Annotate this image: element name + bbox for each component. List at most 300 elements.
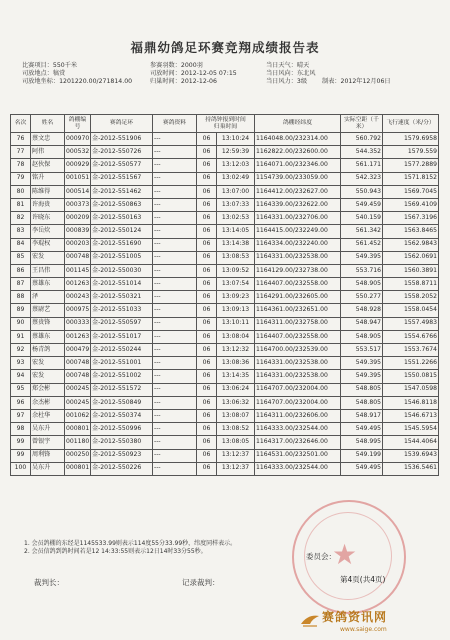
col-clock-arrival <box>197 115 255 133</box>
table-row <box>11 357 439 370</box>
table-cell: --- <box>153 238 197 251</box>
table-cell: 余杜华 <box>31 409 65 422</box>
table-cell: 金-2012-551002 <box>91 370 153 383</box>
table-cell: 06 <box>197 291 217 304</box>
table-cell: 余杰彬 <box>31 396 65 409</box>
table-cell: 13:09:13 <box>217 304 255 317</box>
table-cell: 1579.6958 <box>383 133 439 146</box>
table-cell: 544.352 <box>341 146 383 159</box>
table-cell: 13:14:35 <box>217 370 255 383</box>
table-cell: 549.199 <box>341 449 383 462</box>
table-row <box>11 133 439 146</box>
table-cell: 06 <box>197 409 217 422</box>
table-cell: --- <box>153 436 197 449</box>
table-cell: 06 <box>197 146 217 159</box>
table-cell: 1164707.00/232004.00 <box>255 396 341 409</box>
table-cell: 1546.8118 <box>383 396 439 409</box>
table-cell: 000250 <box>65 449 91 462</box>
table-cell: 1539.6943 <box>383 449 439 462</box>
table-cell: 000748 <box>65 370 91 383</box>
table-cell: --- <box>153 185 197 198</box>
table-cell: 06 <box>197 423 217 436</box>
table-cell: 553.716 <box>341 264 383 277</box>
release-coords: 司放地坐标：1201220.00/271814.00 <box>22 78 133 85</box>
table-cell: --- <box>153 304 197 317</box>
table-row <box>11 449 439 462</box>
col-coords: 鸽棚经纬度 <box>255 115 341 133</box>
table-cell: --- <box>153 330 197 343</box>
table-cell: 1164291.00/232605.00 <box>255 291 341 304</box>
col-speed: 飞行速度（米/分） <box>383 115 439 133</box>
table-cell: 84 <box>11 238 31 251</box>
table-cell: 13:08:52 <box>217 423 255 436</box>
table-cell: 许晓东 <box>31 212 65 225</box>
table-cell: --- <box>153 462 197 475</box>
footer-note-2: 2. 会员信鸽到鸽时间若是12 14:33:55则表示12日14时33分55秒。 <box>24 548 207 555</box>
table-cell: 001062 <box>65 409 91 422</box>
recorder-signature: 记录裁判： <box>182 578 220 587</box>
table-cell: 阿伟 <box>31 146 65 159</box>
col-arrival-label: 归巢时间 <box>213 123 238 130</box>
table-cell: 549.395 <box>341 251 383 264</box>
table-cell: 06 <box>197 251 217 264</box>
table-cell: --- <box>153 344 197 357</box>
table-cell: 1544.4064 <box>383 436 439 449</box>
table-row <box>11 159 439 172</box>
table-cell: 13:02:49 <box>217 172 255 185</box>
table-cell: 宏发 <box>31 251 65 264</box>
table-cell: 550.943 <box>341 185 383 198</box>
table-cell: 13:06:32 <box>217 396 255 409</box>
table-cell: 蔡文忠 <box>31 133 65 146</box>
table-cell: 93 <box>11 357 31 370</box>
table-cell: 548.905 <box>341 330 383 343</box>
table-cell: 000801 <box>65 462 91 475</box>
table-cell: 561.171 <box>341 159 383 172</box>
table-row <box>11 225 439 238</box>
table-cell: 1551.2266 <box>383 357 439 370</box>
table-cell: 1164333.00/232544.00 <box>255 423 341 436</box>
table-cell: 000801 <box>65 423 91 436</box>
table-cell: 06 <box>197 264 217 277</box>
seal-star-icon: ★ <box>332 538 358 571</box>
table-cell: 06 <box>197 159 217 172</box>
table-cell: 13:02:53 <box>217 212 255 225</box>
table-cell: 001263 <box>65 330 91 343</box>
table-cell: --- <box>153 159 197 172</box>
table-cell: --- <box>153 278 197 291</box>
table-cell: 87 <box>11 278 31 291</box>
table-cell: 99 <box>11 449 31 462</box>
table-cell: 金-2012-550163 <box>91 212 153 225</box>
table-cell: 000748 <box>65 251 91 264</box>
table-cell: 1164334.00/232240.00 <box>255 238 341 251</box>
table-cell: 金-2012-550321 <box>91 291 153 304</box>
table-cell: 91 <box>11 330 31 343</box>
table-cell: 1554.6766 <box>383 330 439 343</box>
table-cell: 81 <box>11 198 31 211</box>
table-cell: 06 <box>197 133 217 146</box>
table-cell: 1546.6713 <box>383 409 439 422</box>
table-cell: 李岳炊 <box>31 225 65 238</box>
table-cell: 94 <box>11 370 31 383</box>
table-cell: 90 <box>11 317 31 330</box>
table-cell: 1558.8711 <box>383 278 439 291</box>
table-cell: --- <box>153 133 197 146</box>
table-cell: 金-2012-550597 <box>91 317 153 330</box>
table-cell: --- <box>153 172 197 185</box>
table-row <box>11 198 439 211</box>
table-row <box>11 396 439 409</box>
table-cell: 金-2012-550380 <box>91 436 153 449</box>
wind-direction: 当日风向：东北风 <box>266 70 316 77</box>
table-cell: 金-2012-550030 <box>91 264 153 277</box>
table-row <box>11 317 439 330</box>
table-cell: 77 <box>11 146 31 159</box>
table-cell: 1164361.00/232651.00 <box>255 304 341 317</box>
table-cell: 95 <box>11 383 31 396</box>
table-cell: 1560.3891 <box>383 264 439 277</box>
table-cell: --- <box>153 198 197 211</box>
results-table <box>10 114 439 476</box>
table-cell: 89 <box>11 304 31 317</box>
watermark-brand: 赛鸽资讯网 <box>322 610 388 624</box>
table-cell: 13:10:11 <box>217 317 255 330</box>
table-cell: 560.792 <box>341 133 383 146</box>
table-cell: 1558.2052 <box>383 291 439 304</box>
table-cell: 1562.9843 <box>383 238 439 251</box>
table-cell: 86 <box>11 264 31 277</box>
col-ring: 赛鸽足环 <box>91 115 153 133</box>
table-cell: 549.459 <box>341 198 383 211</box>
table-cell: 1164311.00/232606.00 <box>255 409 341 422</box>
made-date: 制表：2012年12月06日 <box>322 78 391 85</box>
table-cell: 06 <box>197 344 217 357</box>
table-cell: 金-2012-550863 <box>91 198 153 211</box>
table-cell: 金-2012-551001 <box>91 357 153 370</box>
weather: 当日天气：晴天 <box>266 62 310 69</box>
table-cell: 13:08:07 <box>217 409 255 422</box>
table-cell: 000479 <box>65 344 91 357</box>
table-cell: 金-2012-550577 <box>91 159 153 172</box>
table-cell: 13:10:24 <box>217 133 255 146</box>
table-cell: 06 <box>197 436 217 449</box>
table-cell: 99 <box>11 436 31 449</box>
table-cell: 06 <box>197 383 217 396</box>
table-cell: 13:14:05 <box>217 225 255 238</box>
table-cell: 000929 <box>65 159 91 172</box>
table-cell: 金-2012-551033 <box>91 304 153 317</box>
release-place: 司放地点：犒赏 <box>22 70 66 77</box>
table-cell: 548.905 <box>341 278 383 291</box>
table-cell: --- <box>153 383 197 396</box>
table-row <box>11 330 439 343</box>
table-cell: 1164071.00/232346.00 <box>255 159 341 172</box>
table-cell: 泽 <box>31 291 65 304</box>
table-cell: 13:09:52 <box>217 264 255 277</box>
table-cell: 周利锋 <box>31 449 65 462</box>
footer-note-1: 1. 会员鸽棚的东经是1145533.99则表示114度55分33.99秒，纬度同样表示。 <box>24 540 237 547</box>
table-cell: 1577.2889 <box>383 159 439 172</box>
table-cell: --- <box>153 396 197 409</box>
wind-force: 当日风力：3级 <box>266 78 308 85</box>
table-cell: 1164700.00/232539.00 <box>255 344 341 357</box>
table-cell: 06 <box>197 185 217 198</box>
table-cell: 杨青鸽 <box>31 344 65 357</box>
table-cell: 001145 <box>65 264 91 277</box>
table-cell: 金-2012-551017 <box>91 330 153 343</box>
table-cell: 553.517 <box>341 344 383 357</box>
table-cell: 549.395 <box>341 370 383 383</box>
table-header-row <box>11 115 439 133</box>
table-cell: 1164331.00/232538.00 <box>255 370 341 383</box>
table-cell: 13:08:04 <box>217 330 255 343</box>
table-cell: 000243 <box>65 291 91 304</box>
table-cell: --- <box>153 409 197 422</box>
table-cell: 13:07:00 <box>217 185 255 198</box>
table-row <box>11 278 439 291</box>
table-cell: 金-2012-551014 <box>91 278 153 291</box>
table-cell: 100 <box>11 462 31 475</box>
table-cell: 金-2012-550374 <box>91 409 153 422</box>
entries-count: 参赛羽数：2000羽 <box>150 62 203 69</box>
table-cell: 吴东升 <box>31 462 65 475</box>
table-cell: 000245 <box>65 396 91 409</box>
end-time: 归巢时间：2012-12-06 <box>150 78 217 85</box>
table-cell: 13:08:05 <box>217 436 255 449</box>
table-cell: 金-2012-550996 <box>91 423 153 436</box>
table-row <box>11 423 439 436</box>
table-row <box>11 172 439 185</box>
table-row <box>11 146 439 159</box>
table-cell: 1164339.00/232622.00 <box>255 198 341 211</box>
table-cell: 金-2012-550923 <box>91 449 153 462</box>
table-cell: 000203 <box>65 238 91 251</box>
table-row <box>11 291 439 304</box>
table-cell: 76 <box>11 133 31 146</box>
page-number: 第4页(共4页) <box>340 575 386 584</box>
race-name: 比赛项目：550千米 <box>22 62 78 69</box>
committee-signature: 委员会： <box>306 552 336 561</box>
table-cell: 13:07:33 <box>217 198 255 211</box>
table-cell: --- <box>153 357 197 370</box>
pigeon-logo-icon <box>300 612 320 628</box>
table-cell: 96 <box>11 396 31 409</box>
table-cell: 1569.7045 <box>383 185 439 198</box>
table-cell: 1164333.00/232544.00 <box>255 462 341 475</box>
table-cell: 金-2012-551906 <box>91 133 153 146</box>
table-cell: 548.947 <box>341 317 383 330</box>
table-cell: 549.495 <box>341 423 383 436</box>
table-cell: 金-2012-551462 <box>91 185 153 198</box>
table-cell: 561.342 <box>341 225 383 238</box>
table-cell: 1164048.00/232314.00 <box>255 133 341 146</box>
table-cell: 548.805 <box>341 383 383 396</box>
table-cell: --- <box>153 146 197 159</box>
table-cell: 金-2012-550726 <box>91 146 153 159</box>
table-cell: 000209 <box>65 212 91 225</box>
col-clock-label: 持鸽钟报到时间 <box>205 116 246 123</box>
table-cell: 1164317.00/232646.00 <box>255 436 341 449</box>
table-cell: 金-2012-550226 <box>91 462 153 475</box>
table-cell: 001263 <box>65 278 91 291</box>
release-time: 司放时间：2012-12-05 07:15 <box>150 70 237 77</box>
table-cell: 陈维得 <box>31 185 65 198</box>
table-row <box>11 212 439 225</box>
report-title: 福鼎幼鸽足环赛竞翔成绩报告表 <box>130 40 320 55</box>
table-cell: 542.323 <box>341 172 383 185</box>
table-cell: 550.277 <box>341 291 383 304</box>
table-cell: --- <box>153 370 197 383</box>
table-cell: 88 <box>11 291 31 304</box>
table-cell: 金-2012-551690 <box>91 238 153 251</box>
table-cell: 1579.559 <box>383 146 439 159</box>
col-distance: 实际空距（千米） <box>341 115 383 133</box>
table-cell: --- <box>153 291 197 304</box>
table-cell: 1571.8152 <box>383 172 439 185</box>
table-cell: 540.159 <box>341 212 383 225</box>
table-cell: 1164407.00/232558.00 <box>255 330 341 343</box>
table-cell: 98 <box>11 423 31 436</box>
table-cell: 王昌伟 <box>31 264 65 277</box>
table-row <box>11 383 439 396</box>
results-body <box>11 133 439 476</box>
table-cell: 曾银宇 <box>31 436 65 449</box>
table-cell: 000839 <box>65 225 91 238</box>
table-row <box>11 251 439 264</box>
table-cell: --- <box>153 423 197 436</box>
table-cell: 1557.4983 <box>383 317 439 330</box>
table-cell: 1164331.00/232706.00 <box>255 212 341 225</box>
table-cell: 金-2012-551572 <box>91 383 153 396</box>
table-cell: 赵伙保 <box>31 159 65 172</box>
table-cell: 1550.0815 <box>383 370 439 383</box>
table-cell: 13:07:54 <box>217 278 255 291</box>
col-pigeon-info: 赛鸽资料 <box>153 115 197 133</box>
table-cell: 06 <box>197 304 217 317</box>
table-cell: 李琨权 <box>31 238 65 251</box>
table-cell: --- <box>153 225 197 238</box>
table-cell: 12:59:39 <box>217 146 255 159</box>
table-cell: 06 <box>197 317 217 330</box>
table-cell: 许海贵 <box>31 198 65 211</box>
table-cell: 06 <box>197 278 217 291</box>
table-cell: 13:14:38 <box>217 238 255 251</box>
table-cell: 1536.5461 <box>383 462 439 475</box>
table-cell: 13:08:53 <box>217 251 255 264</box>
table-cell: 13:09:23 <box>217 291 255 304</box>
table-cell: 宏发 <box>31 357 65 370</box>
table-cell: 1162822.00/232600.00 <box>255 146 341 159</box>
table-cell: 06 <box>197 370 217 383</box>
table-cell: 1164531.00/232501.00 <box>255 449 341 462</box>
col-rank: 名次 <box>11 115 31 133</box>
table-cell: 80 <box>11 185 31 198</box>
table-row <box>11 344 439 357</box>
table-cell: 549.495 <box>341 462 383 475</box>
table-cell: 1164415.00/232249.00 <box>255 225 341 238</box>
table-cell: 1164311.00/232758.00 <box>255 317 341 330</box>
table-cell: 000514 <box>65 185 91 198</box>
table-cell: 06 <box>197 225 217 238</box>
table-cell: 000970 <box>65 133 91 146</box>
table-cell: 13:12:37 <box>217 449 255 462</box>
table-cell: 001180 <box>65 436 91 449</box>
table-cell: 85 <box>11 251 31 264</box>
watermark-url: www.saige.com <box>340 626 387 633</box>
table-cell: 06 <box>197 198 217 211</box>
table-cell: 06 <box>197 212 217 225</box>
table-cell: 06 <box>197 357 217 370</box>
table-cell: 06 <box>197 396 217 409</box>
table-cell: 548.805 <box>341 396 383 409</box>
table-cell: 561.452 <box>341 238 383 251</box>
table-cell: 000748 <box>65 357 91 370</box>
table-cell: 蔡贵锋 <box>31 317 65 330</box>
table-cell: 1563.8465 <box>383 225 439 238</box>
table-cell: 001051 <box>65 172 91 185</box>
table-cell: 金-2012-550849 <box>91 396 153 409</box>
table-cell: --- <box>153 449 197 462</box>
table-cell: --- <box>153 317 197 330</box>
table-cell: 549.395 <box>341 357 383 370</box>
table-cell: 1567.3196 <box>383 212 439 225</box>
table-cell: 82 <box>11 212 31 225</box>
table-cell: 06 <box>197 330 217 343</box>
table-row <box>11 185 439 198</box>
table-cell: 郑会彬 <box>31 383 65 396</box>
table-row <box>11 304 439 317</box>
table-row <box>11 462 439 475</box>
table-cell: 000532 <box>65 146 91 159</box>
table-cell: 蔡雄东 <box>31 278 65 291</box>
table-cell: --- <box>153 264 197 277</box>
table-row <box>11 436 439 449</box>
table-cell: 金-2012-550244 <box>91 344 153 357</box>
table-cell: 1154739.00/233059.00 <box>255 172 341 185</box>
table-cell: 1569.4109 <box>383 198 439 211</box>
table-cell: 蔡尉艺 <box>31 304 65 317</box>
table-cell: 06 <box>197 172 217 185</box>
table-cell: 13:12:32 <box>217 344 255 357</box>
table-cell: 000975 <box>65 304 91 317</box>
table-cell: 1164331.00/232538.00 <box>255 251 341 264</box>
table-cell: 金-2012-551567 <box>91 172 153 185</box>
table-cell: 吴东升 <box>31 423 65 436</box>
table-cell: 1562.0691 <box>383 251 439 264</box>
col-loft-id: 鸽棚编号 <box>65 115 91 133</box>
table-cell: 06 <box>197 462 217 475</box>
table-cell: 1547.0598 <box>383 383 439 396</box>
table-cell: 13:12:37 <box>217 462 255 475</box>
table-cell: 13:08:36 <box>217 357 255 370</box>
table-cell: 1164707.00/232004.00 <box>255 383 341 396</box>
table-cell: 1558.0454 <box>383 304 439 317</box>
table-cell: --- <box>153 212 197 225</box>
table-cell: 1164412.00/232627.00 <box>255 185 341 198</box>
table-cell: 000245 <box>65 383 91 396</box>
table-cell: 79 <box>11 172 31 185</box>
table-row <box>11 264 439 277</box>
table-cell: 1164129.00/232738.00 <box>255 264 341 277</box>
table-cell: 13:06:24 <box>217 383 255 396</box>
col-name: 姓名 <box>31 115 65 133</box>
table-cell: 宏发 <box>31 370 65 383</box>
official-seal <box>292 500 406 614</box>
table-cell: --- <box>153 251 197 264</box>
table-cell: 97 <box>11 409 31 422</box>
table-cell: 06 <box>197 449 217 462</box>
